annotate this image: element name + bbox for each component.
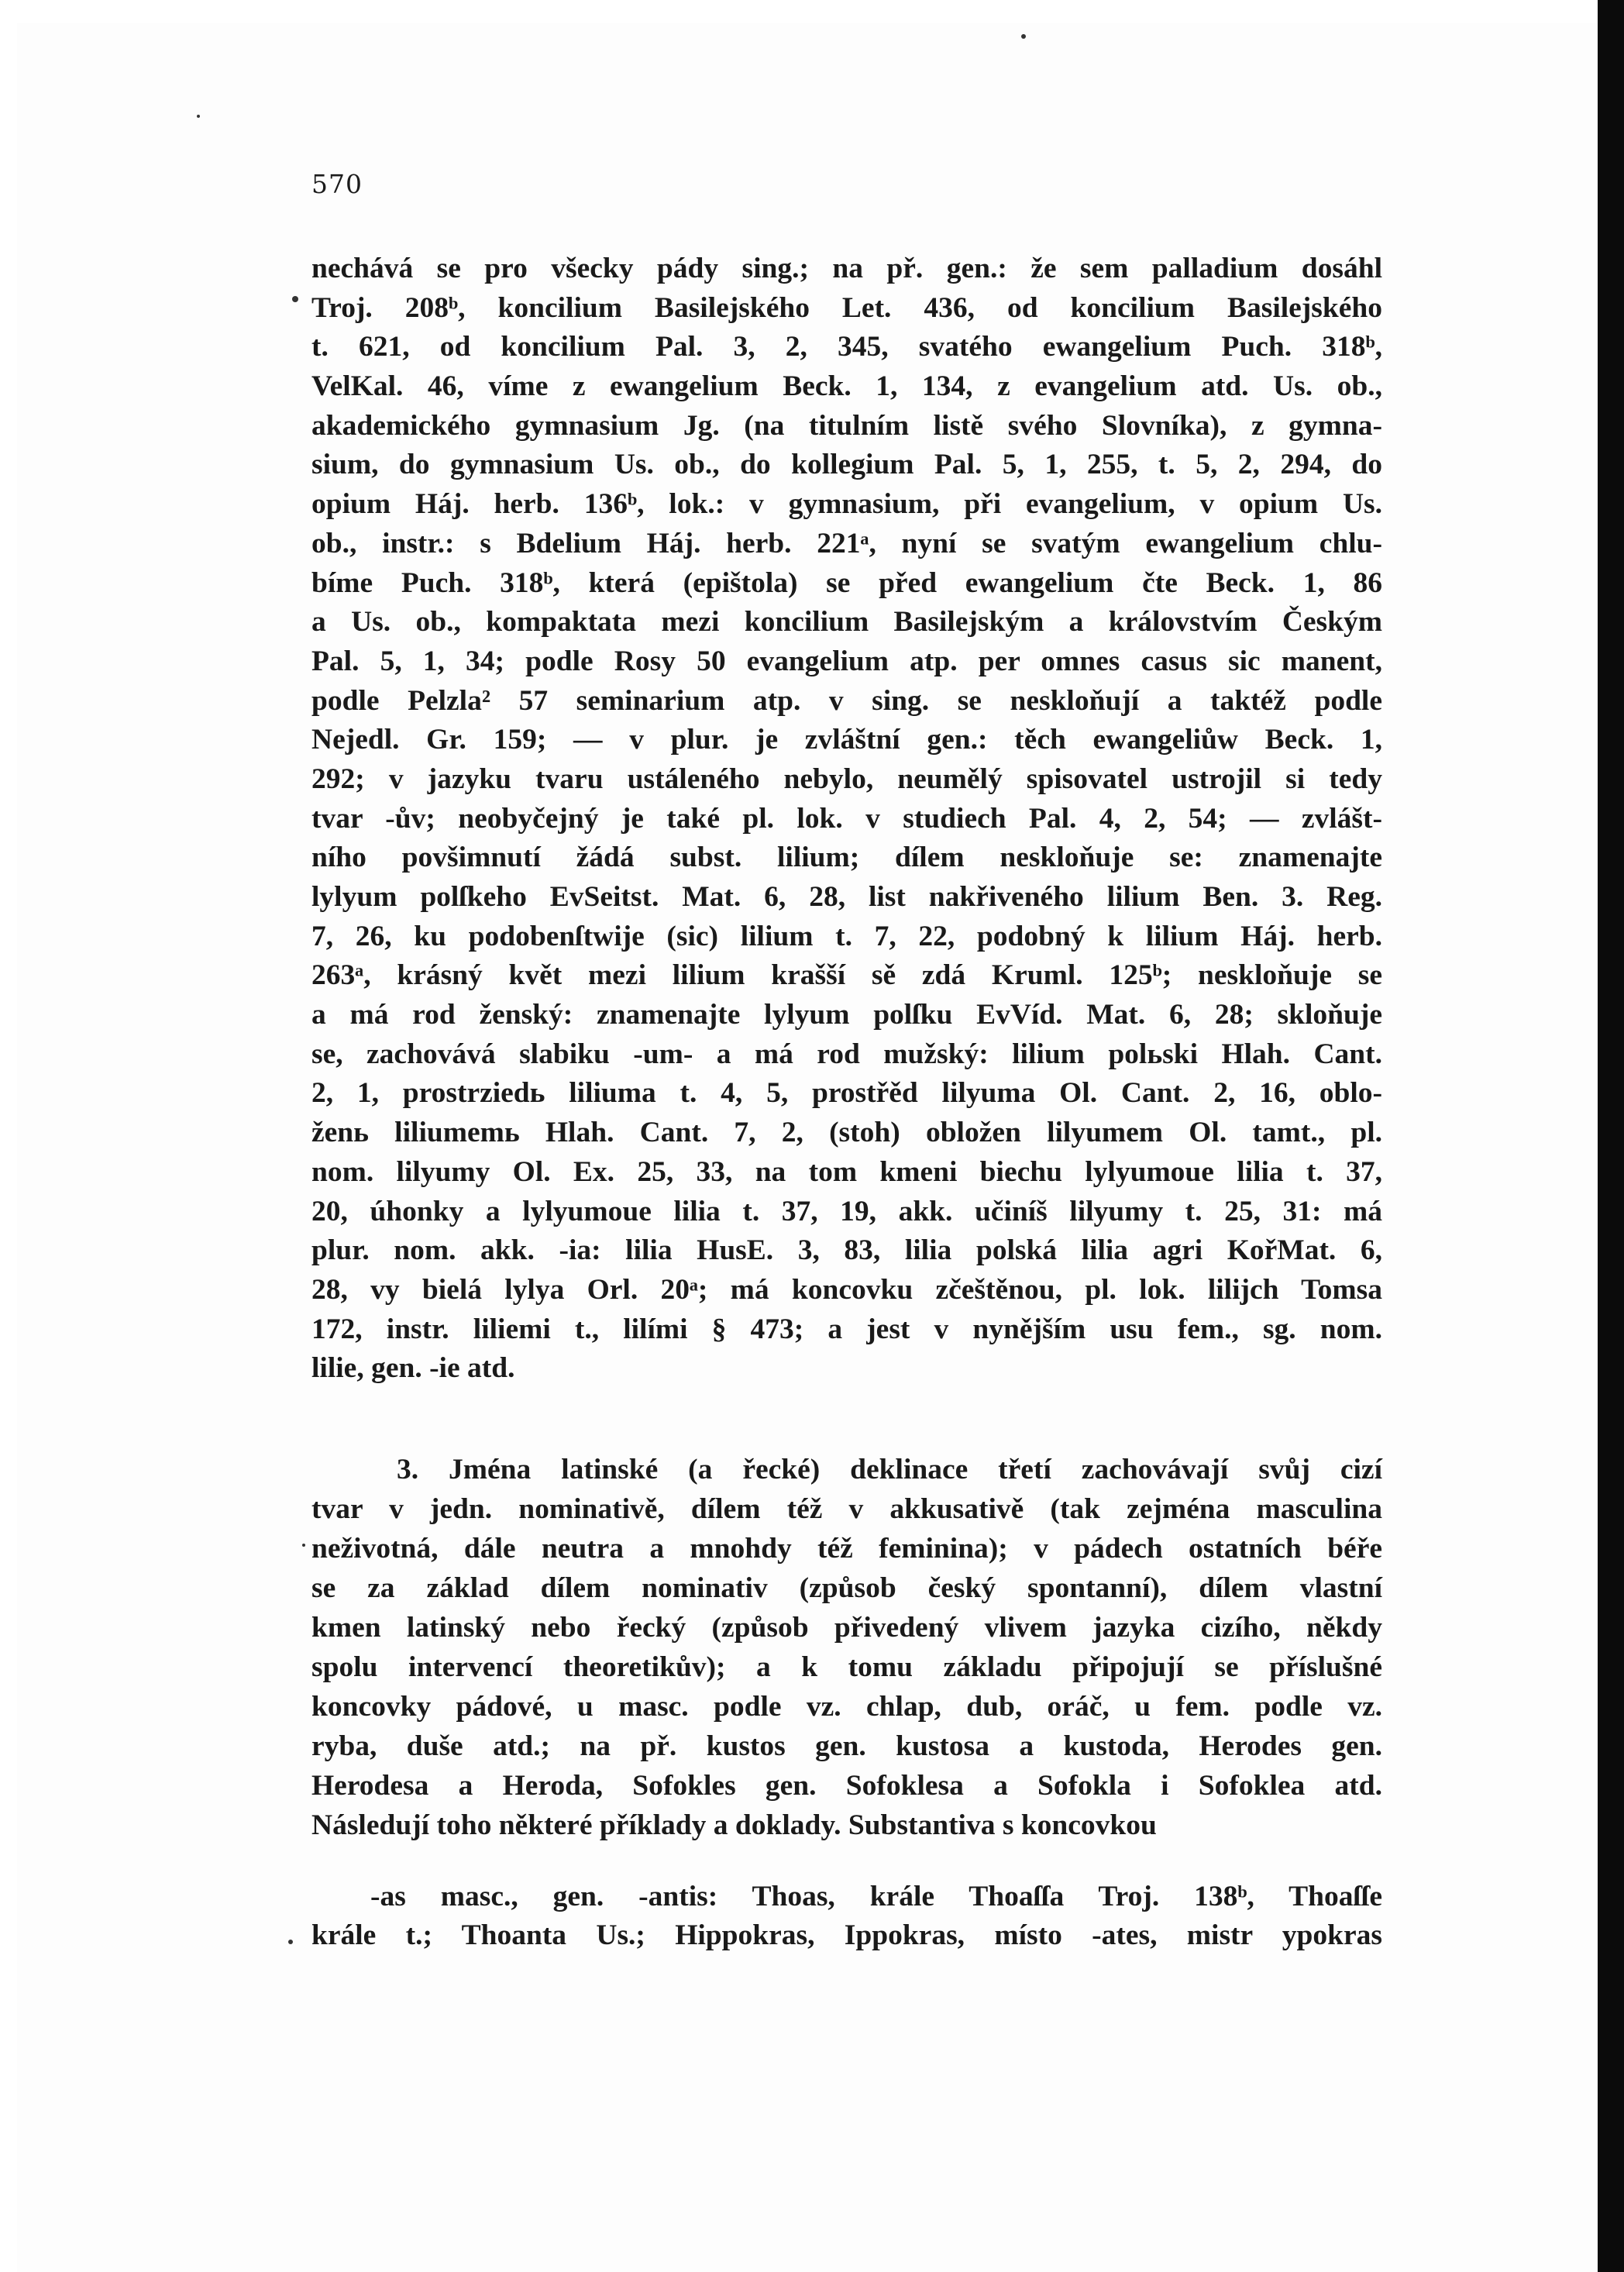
text-line: lylyum polſkeho EvSeitst. Mat. 6, 28, list nakřiveného lilium Ben. 3. Reg. [311, 881, 1382, 913]
text-line: krále t.; Thoanta Us.; Hippokras, Ippokras, místo -ates, mistr ypokras [311, 1919, 1382, 1951]
paragraph-1 [311, 250, 1382, 1389]
scan-speck [302, 1544, 305, 1547]
scan-speck [288, 1940, 293, 1944]
page-number: 570 [311, 169, 363, 199]
text-line: -as masc., gen. -antis: Thoas, krále Thoaſſa Troj. 138ᵇ, Thoaſſe [370, 1881, 1382, 1912]
text-line: Herodesa a Heroda, Sofokles gen. Sofoklesa a Sofokla i Sofoklea atd. [311, 1770, 1382, 1802]
scan-speck [197, 115, 200, 118]
scan-margin-left [0, 0, 17, 2272]
text-line: Nejedl. Gr. 159; — v plur. je zvláštní gen.: těch ewangeliůw Beck. 1, [311, 724, 1382, 756]
text-line: bíme Puch. 318ᵇ, která (epištola) se před ewangelium čte Beck. 1, 86 [311, 566, 1382, 599]
text-line: se, zachovává slabiku -um- a má rod mužský: lilium polьski Hlah. Cant. [311, 1038, 1382, 1070]
text-line: 2, 1, prostrziedь liliuma t. 4, 5, prostřěd lilyuma Ol. Cant. 2, 16, oblo- [311, 1077, 1382, 1110]
paragraph-2 [311, 1450, 1382, 1845]
text-line: se za základ dílem nominativ (způsob český spontanní), dílem vlastní [311, 1572, 1382, 1604]
scan-margin-top [0, 0, 1624, 23]
text-line: Pal. 5, 1, 34; podle Rosy 50 evangelium atp. per omnes casus sic manent, [311, 645, 1382, 677]
text-line: akademického gymnasium Jg. (na titulním listě svého Slovníka), z gymna- [311, 409, 1382, 442]
text-line: 172, instr. liliemi t., lilími § 473; a jest v nynějším usu fem., sg. nom. [311, 1313, 1382, 1345]
text-line: Následují toho některé příklady a doklady. Substantiva s koncovkou [311, 1809, 1157, 1841]
text-line: t. 621, od koncilium Pal. 3, 2, 345, svatého ewangelium Puch. 318ᵇ, [311, 331, 1382, 363]
text-line: tvar v jedn. nominativě, dílem též v akkusativě (tak zejména masculina [311, 1493, 1382, 1525]
text-line: ního povšimnutí žádá subst. lilium; dílem neskloňuje se: znamenajte [311, 842, 1382, 874]
text-line: tvar -ův; neobyčejný je také pl. lok. v studiech Pal. 4, 2, 54; — zvlášt- [311, 802, 1382, 835]
text-line: VelKal. 46, víme z ewangelium Beck. 1, 134, z evangelium atd. Us. ob., [311, 370, 1382, 403]
text-line: plur. nom. akk. -ia: lilia HusE. 3, 83, lilia polská lilia agri KořMat. 6, [311, 1234, 1382, 1267]
text-line: nom. lilyumy Ol. Ex. 25, 33, na tom kmeni biechu lylyumoue lilia t. 37, [311, 1155, 1382, 1188]
text-line: ženь liliumemь Hlah. Cant. 7, 2, (stoh) obložen lilyumem Ol. tamt., pl. [311, 1117, 1382, 1149]
text-line: spolu intervencí theoretikův); a k tomu základu připojují se příslušné [311, 1651, 1382, 1683]
text-line: podle Pelzla² 57 seminarium atp. v sing. se neskloňují a taktéž podle [311, 684, 1382, 717]
scan-speck [1021, 34, 1026, 39]
text-line: neživotná, dále neutra a mnohdy též feminina); v pádech ostatních béře [311, 1533, 1382, 1565]
text-line: sium, do gymnasium Us. ob., do kollegium Pal. 5, 1, 255, t. 5, 2, 294, do [311, 449, 1382, 481]
text-line: a Us. ob., kompaktata mezi koncilium Basilejským a královstvím Českým [311, 606, 1382, 639]
scan-speck [292, 296, 298, 302]
text-line: a má rod ženský: znamenajte lylyum polſku EvVíd. Mat. 6, 28; skloňuje [311, 999, 1382, 1031]
text-line: ob., instr.: s Bdelium Háj. herb. 221ᵃ, nyní se svatým ewangelium chlu- [311, 527, 1382, 559]
text-line: Troj. 208ᵇ, koncilium Basilejského Let. 436, od koncilium Basilejského [311, 291, 1382, 324]
text-line: 292; v jazyku tvaru ustáleného nebylo, neumělý spisovatel ustrojil si tedy [311, 762, 1382, 795]
paragraph-3 [311, 1878, 1382, 1955]
text-line: 28, vy bielá lylya Orl. 20ᵃ; má koncovku zčeštěnou, pl. lok. lilijch Tomsa [311, 1273, 1382, 1306]
text-line: 7, 26, ku podobenſtwije (sic) lilium t. 7, 22, podobný k lilium Háj. herb. [311, 920, 1382, 952]
text-line: koncovky pádové, u masc. podle vz. chlap, dub, oráč, u fem. podle vz. [311, 1691, 1382, 1723]
text-line: ryba, duše atd.; na př. kustos gen. kustosa a kustoda, Herodes gen. [311, 1730, 1382, 1762]
text-line: 3. Jména latinské (a řecké) deklinace třetí zachovávají svůj cizí [397, 1454, 1382, 1485]
text-line: kmen latinský nebo řecký (způsob přivedený vlivem jazyka cizího, někdy [311, 1612, 1382, 1644]
text-line: 263ᵃ, krásný květ mezi lilium krašší sě zdá Kruml. 125ᵇ; neskloňuje se [311, 959, 1382, 992]
text-line: nechává se pro všecky pády sing.; na př. gen.: že sem palladium dosáhl [311, 253, 1382, 284]
text-line: lilie, gen. -ie atd. [311, 1352, 515, 1385]
text-line: 20, úhonky a lylyumoue lilia t. 37, 19, akk. učiníš lilyumy t. 25, 31: má [311, 1195, 1382, 1227]
scan-edge-right [1598, 0, 1624, 2272]
text-line: opium Háj. herb. 136ᵇ, lok.: v gymnasium, při evangelium, v opium Us. [311, 488, 1382, 521]
